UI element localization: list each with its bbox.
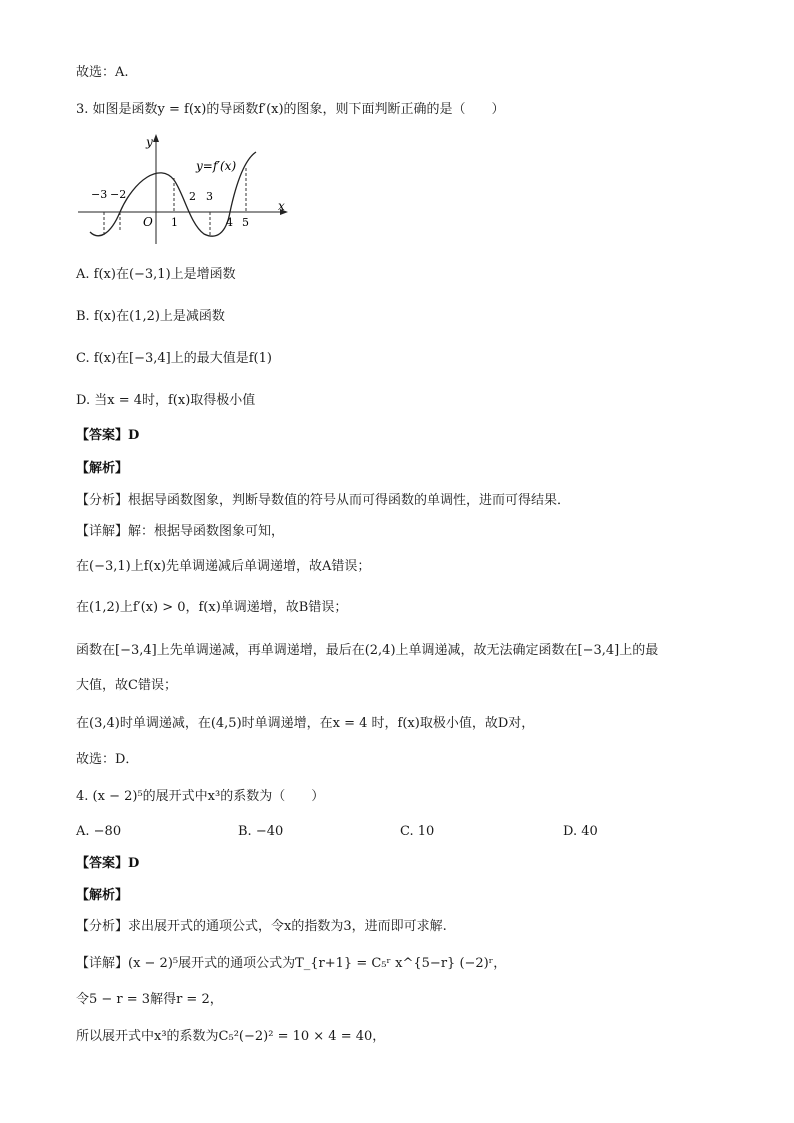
tick-label: 5: [242, 216, 249, 229]
option-c: C. 10: [400, 824, 435, 839]
y-axis-label: y: [146, 135, 153, 149]
analysis-text: 【分析】根据导函数图象，判断导数值的符号从而可得函数的单调性，进而可得结果．: [76, 493, 571, 508]
detail-text: 在(−3,1)上f(x)先单调递减后单调递增，故A错误；: [76, 559, 371, 574]
answer-label: 【答案】D: [76, 428, 140, 443]
detail-text: 在(3,4)时单调递减，在(4,5)时单调递增，在x = 4 时，f(x)取极小值，故D对，: [76, 716, 535, 731]
tick-label: 3: [206, 190, 213, 203]
analysis-label: 【解析】: [76, 461, 129, 476]
tick-label: −3: [91, 188, 108, 201]
analysis-label: 【解析】: [76, 888, 129, 903]
detail-text: 在(1,2)上f′(x) > 0，f(x)单调递增，故B错误；: [76, 600, 348, 615]
option-d: D. 当x = 4时，f(x)取得极小值: [76, 393, 256, 408]
derivative-graph: [76, 132, 296, 252]
detail-text: 令5 − r = 3解得r = 2，: [76, 992, 223, 1007]
option-a: A. −80: [76, 824, 122, 839]
text-line: 故选：A.: [76, 65, 129, 80]
detail-text: 【详解】解：根据导函数图象可知，: [76, 524, 285, 539]
question-3: 3. 如图是函数y = f(x)的导函数f′(x)的图象，则下面判断正确的是（ ）: [76, 102, 505, 117]
curve-label: y=f′(x): [196, 159, 237, 173]
choice-text: 故选：D．: [76, 752, 139, 767]
question-4: 4. (x − 2)⁵的展开式中x³的系数为（ ）: [76, 789, 325, 804]
option-b: B. f(x)在(1,2)上是减函数: [76, 309, 225, 324]
option-b: B. −40: [238, 824, 284, 839]
tick-label: 2: [189, 190, 196, 203]
origin-label: O: [143, 215, 153, 229]
detail-text: 函数在[−3,4]上先单调递减，再单调递增，最后在(2,4)上单调递减，故无法确定函数在[−3,4]上的最: [76, 643, 659, 658]
tick-label: 1: [171, 216, 178, 229]
detail-text: 大值，故C错误；: [76, 678, 177, 693]
option-d: D. 40: [563, 824, 598, 839]
answer-label: 【答案】D: [76, 856, 140, 871]
option-c: C. f(x)在[−3,4]上的最大值是f(1): [76, 351, 272, 366]
tick-label: 4: [226, 216, 233, 229]
analysis-text: 【分析】求出展开式的通项公式，令x的指数为3，进而即可求解.: [76, 919, 447, 934]
detail-text: 所以展开式中x³的系数为C₅²(−2)² = 10 × 4 = 40，: [76, 1029, 386, 1044]
x-axis-label: x: [278, 199, 285, 213]
tick-label: −2: [110, 188, 127, 201]
detail-text: 【详解】(x − 2)⁵展开式的通项公式为T_{r+1} = C₅ʳ x^{5−r} (−2)ʳ，: [76, 956, 507, 971]
y-axis-arrow: [153, 134, 159, 142]
option-a: A. f(x)在(−3,1)上是增函数: [76, 267, 236, 282]
